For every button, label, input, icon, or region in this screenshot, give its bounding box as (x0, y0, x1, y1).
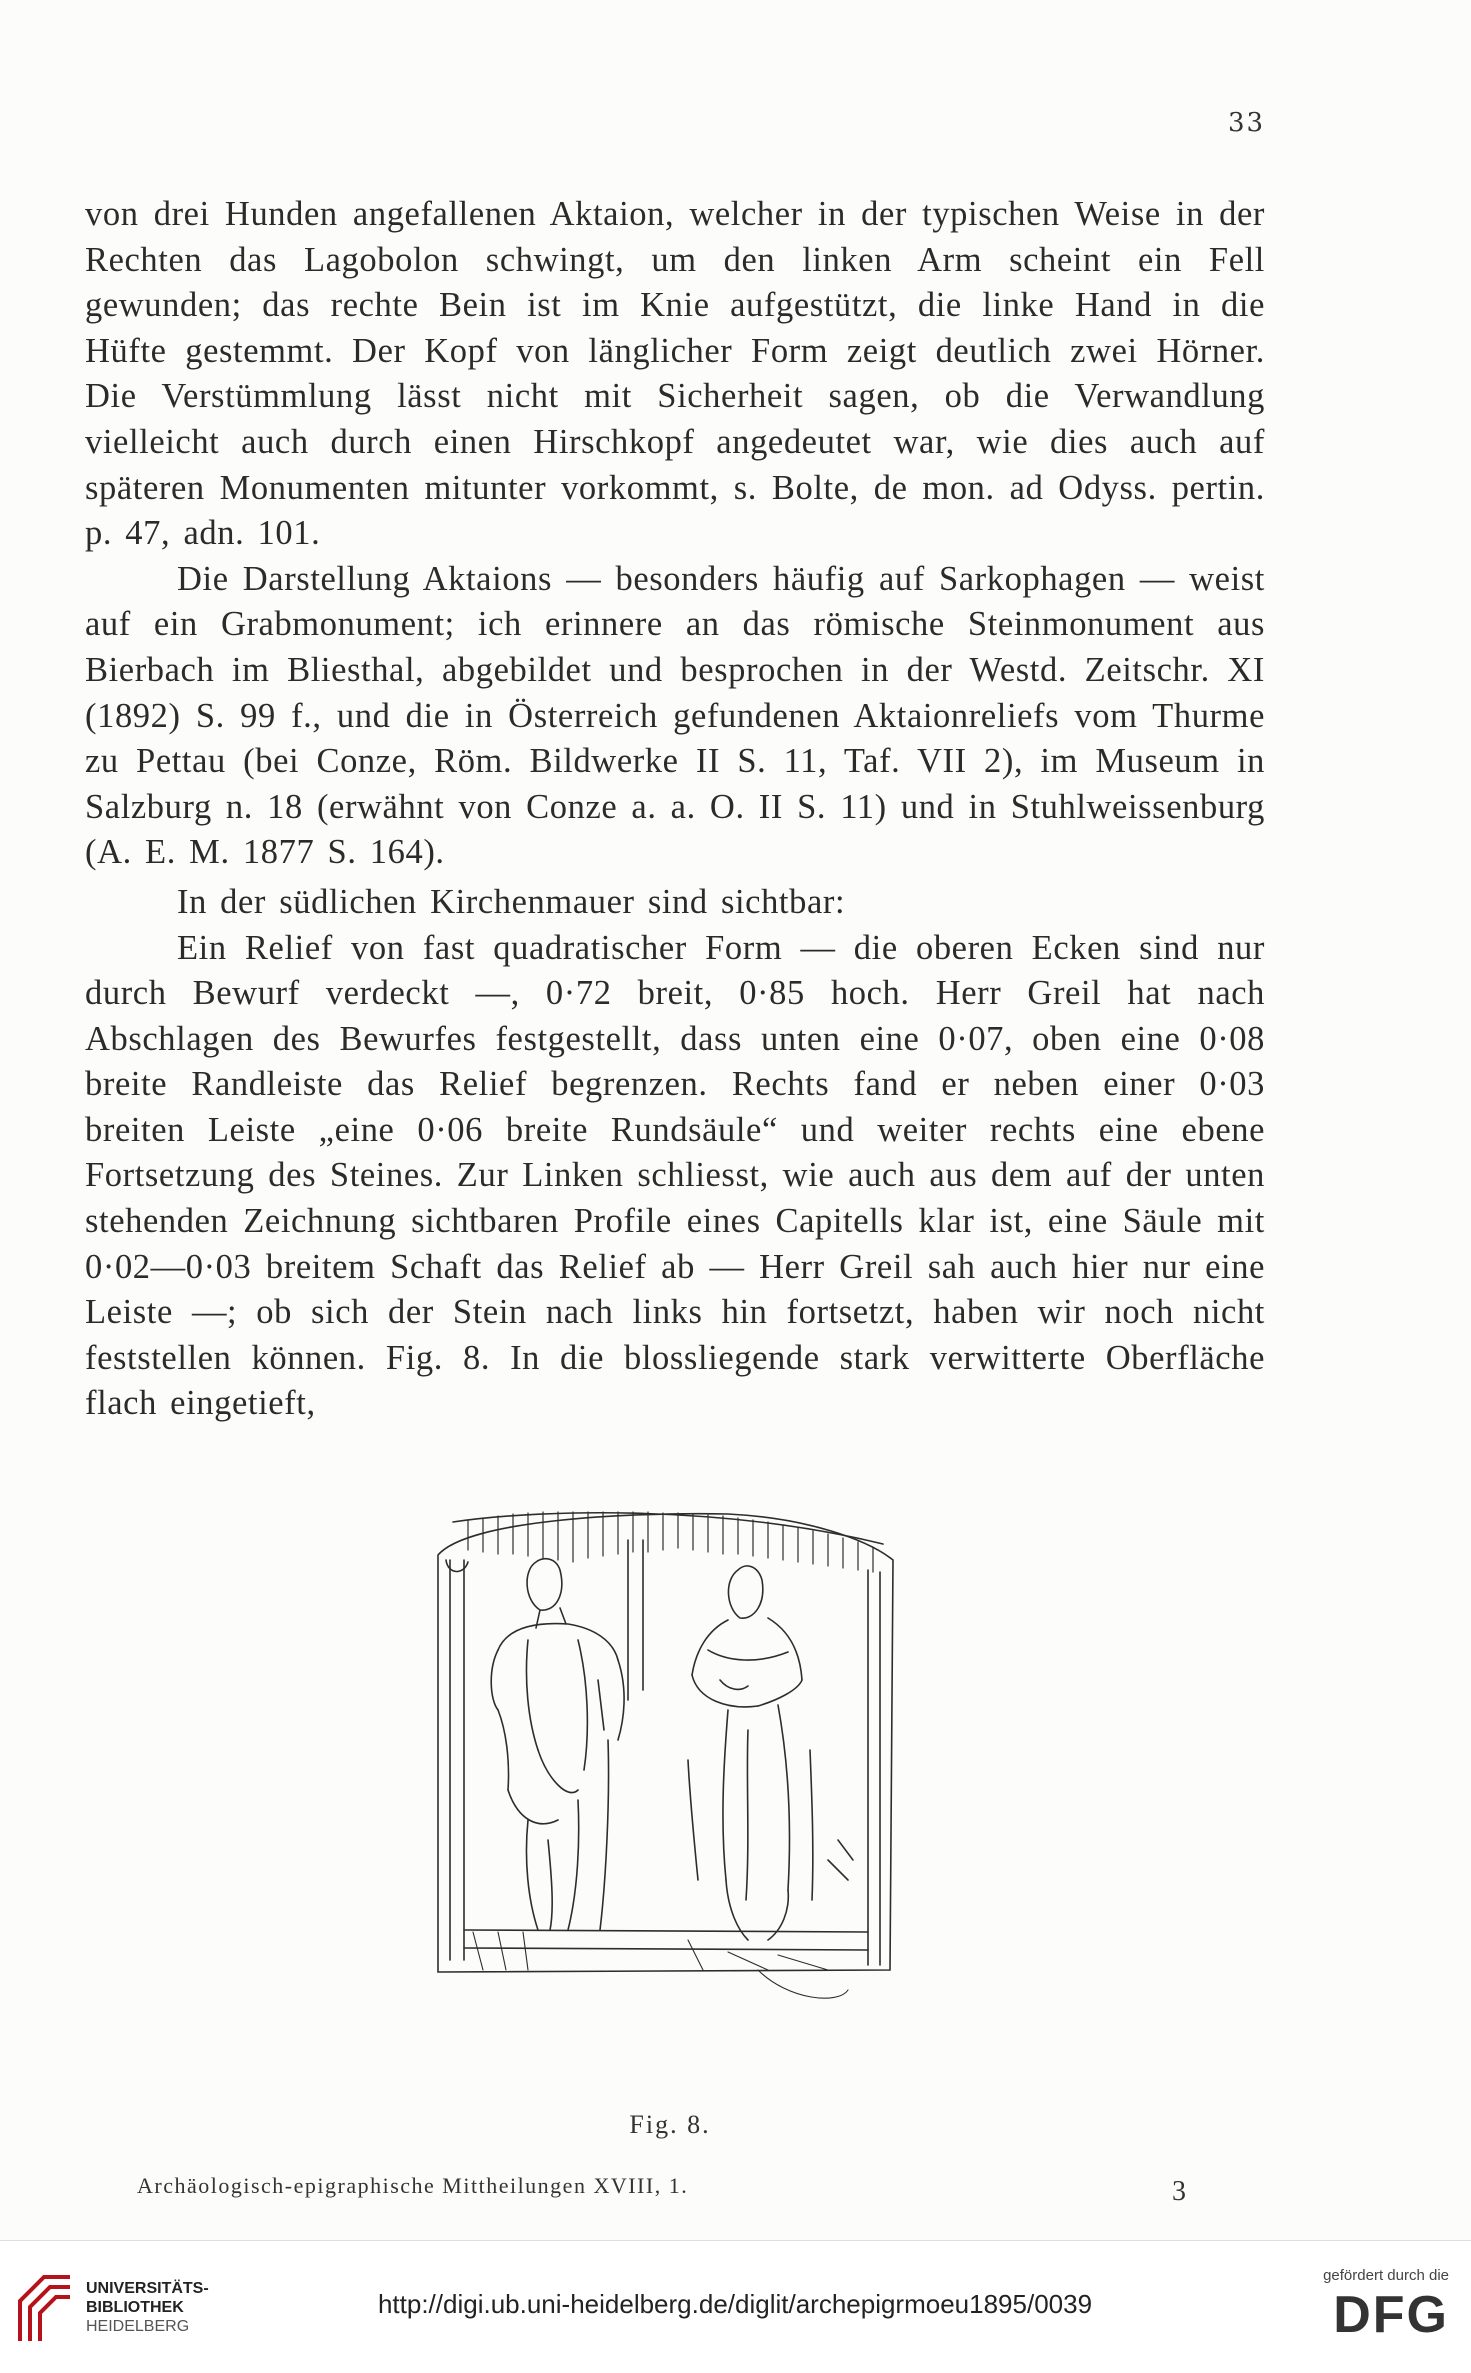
dfg-logo: DFG (1333, 2286, 1449, 2344)
paragraph-1: von drei Hunden angefallenen Aktaion, welcher in der typischen Weise in der Rechten das Lagobolon schwingt, um den linken Arm scheint ein Fell gewunden; das rechte Bein ist im Knie aufgestützt, die linke Hand in die Hüfte gestemmt. Der Kopf von länglicher Form zeigt deutlich zwei Hörner. Die Verstümmlung lässt nicht mit Sicherheit sagen, ob die Verwandlung vielleicht auch durch einen Hirschkopf angedeutet war, wie dies auch auf späteren Monumenten mitunter vorkommt, s. Bolte, de mon. ad Odyss. pertin. p. 47, adn. 101. (85, 195, 1265, 553)
paragraph-4: Ein Relief von fast quadratischer Form — die oberen Ecken sind nur durch Bewurf verdeckt —, 0·72 breit, 0·85 hoch. Herr Greil hat nach Abschlagen des Bewurfes festgestellt, dass unten eine 0·07, oben eine 0·08 breite Randleiste das Relief begrenzen. Rechts fand er neben einer 0·03 breiten Leiste „eine 0·06 breite Rundsäule“ und weiter rechts eine ebene Fortsetzung des Steines. Zur Linken schliesst, wie auch aus dem auf der unten stehenden Zeichnung sichtbaren Profile eines Capitells klar ist, eine Säule mit 0·02—0·03 breitem Schaft das Relief ab — Herr Greil sah auch hier nur eine Leiste —; ob sich der Stein nach links hin fortsetzt, haben wir noch nicht feststellen können. Fig. 8. In die blossliegende stark verwitterte Oberfläche flach eingetieft, (85, 928, 1265, 1423)
page-number: 33 (1228, 108, 1266, 138)
university-library-name (86, 2279, 209, 2336)
library-name-line-1: UNIVERSITÄTS- (86, 2280, 209, 2297)
body-text (85, 192, 1265, 1427)
relief-drawing (428, 1500, 908, 2070)
paragraph-3: In der südlichen Kirchenmauer sind sichtbar: (177, 882, 846, 921)
relief-illustration (428, 1500, 908, 2070)
permalink-url[interactable]: http://digi.ub.uni-heidelberg.de/diglit/archepigrmoeu1895/0039 (377, 2289, 1093, 2319)
paragraph-2: Die Darstellung Aktaions — besonders häufig auf Sarkophagen — weist auf ein Grabmonument; ich erinnere an das römische Steinmonument aus Bierbach im Bliesthal, abgebildet und besprochen in der Westd. Zeitschr. XI (1892) S. 99 f., und die in Österreich gefundenen Aktaionreliefs vom Thurme zu Pettau (bei Conze, Röm. Bildwerke II S. 11, Taf. VII 2), im Museum in Salzburg n. 18 (erwähnt von Conze a. a. O. II S. 11) und in Stuhlweissenburg (A. E. M. 1877 S. 164). (85, 559, 1265, 872)
journal-footer: Archäologisch-epigraphische Mittheilungen XVIII, 1. (137, 2173, 689, 2198)
viewer-footer-bar (0, 2240, 1471, 2373)
library-name-line-3: HEIDELBERG (86, 2318, 190, 2335)
library-name-line-2: BIBLIOTHEK (86, 2299, 184, 2316)
funding-text: gefördert durch die (1323, 2267, 1449, 2284)
funder-block (1299, 2267, 1449, 2342)
signature-mark: 3 (1172, 2176, 1186, 2207)
university-library-logo-icon (14, 2271, 76, 2347)
figure-caption: Fig. 8. (629, 2110, 711, 2139)
